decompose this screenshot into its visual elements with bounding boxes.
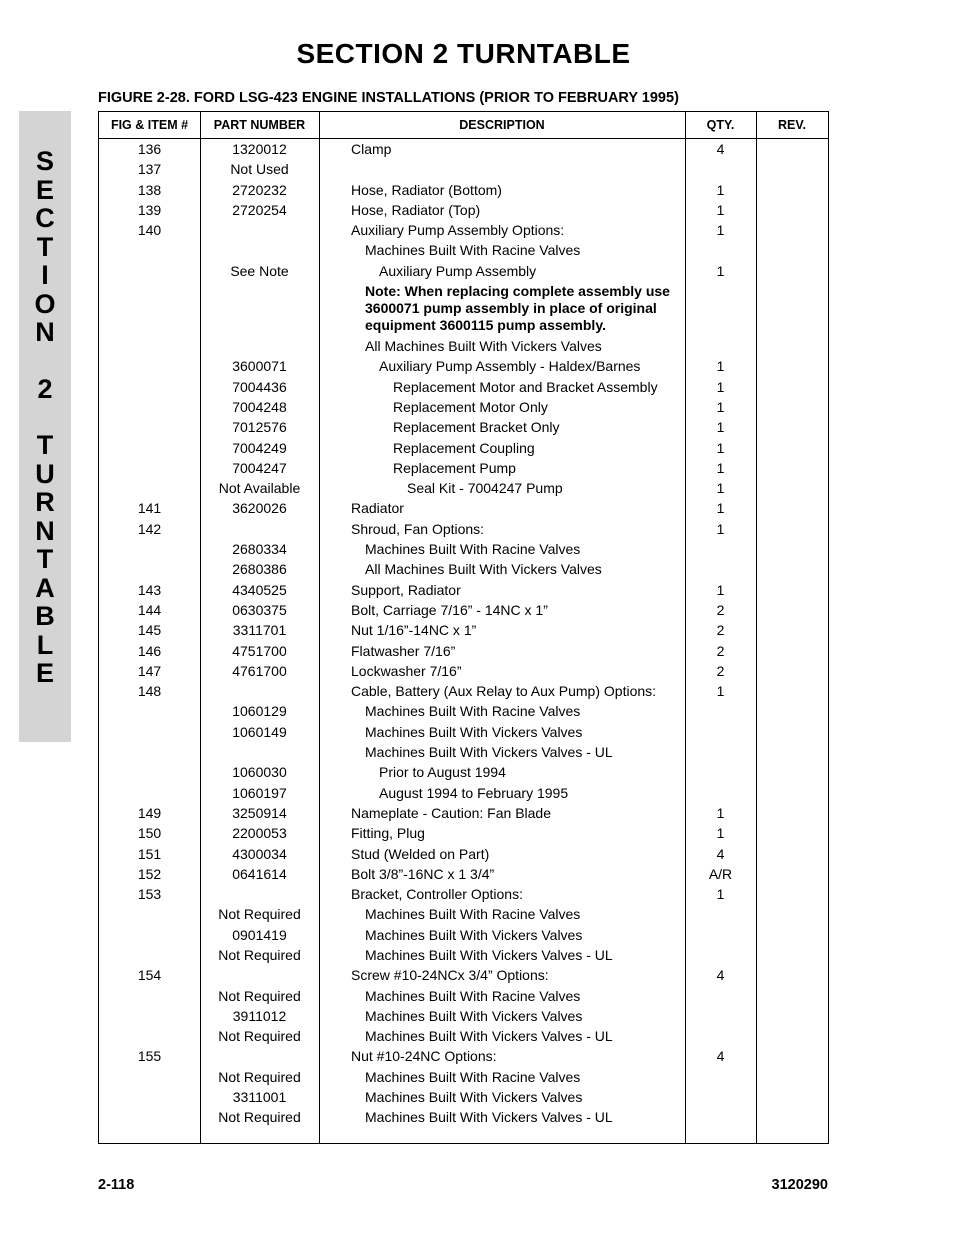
cell-description: All Machines Built With Vickers Valves	[365, 561, 602, 578]
header-part-number: PART NUMBER	[213, 118, 306, 132]
cell-description: Machines Built With Racine Valves	[365, 987, 581, 1004]
cell-description: Nut 1/16”-14NC x 1”	[351, 622, 477, 639]
cell-fig-item: 152	[137, 865, 162, 882]
cell-description: Cable, Battery (Aux Relay to Aux Pump) Options:	[351, 683, 657, 700]
cell-qty: A/R	[708, 865, 733, 882]
cell-description: Auxiliary Pump Assembly	[379, 262, 537, 279]
cell-qty: 1	[716, 378, 725, 395]
table-row	[99, 701, 828, 721]
section-side-tab	[19, 111, 71, 742]
cell-part-number: 1060149	[232, 723, 287, 740]
cell-fig-item: 149	[137, 804, 162, 821]
cell-qty: 1	[716, 459, 725, 476]
cell-qty: 1	[716, 222, 725, 239]
table-row	[99, 600, 828, 620]
cell-description: Machines Built With Vickers Valves - UL	[365, 1109, 613, 1126]
header-rev: REV.	[777, 118, 807, 132]
table-row	[99, 742, 828, 762]
cell-description: Machines Built With Racine Valves	[365, 1068, 581, 1085]
cell-part-number: 2720232	[232, 181, 287, 198]
cell-qty: 1	[716, 181, 725, 198]
table-row	[99, 620, 828, 640]
cell-qty: 2	[716, 601, 725, 618]
cell-fig-item: 155	[137, 1048, 162, 1065]
table-row	[99, 803, 828, 823]
side-tab-letter: N	[35, 317, 55, 347]
cell-description: August 1994 to February 1995	[379, 784, 569, 801]
cell-part-number: 3911012	[232, 1007, 287, 1024]
table-row	[99, 1087, 828, 1107]
table-row	[99, 261, 828, 281]
cell-fig-item: 154	[137, 967, 162, 984]
cell-qty: 1	[716, 439, 725, 456]
side-tab-letter: T	[36, 231, 54, 262]
side-tab-letter: O	[34, 288, 56, 319]
cell-part-number: 2680334	[232, 541, 287, 558]
cell-fig-item: 143	[137, 581, 162, 598]
cell-description: Machines Built With Vickers Valves	[365, 1007, 583, 1024]
cell-description: Clamp	[351, 141, 392, 157]
side-tab-letter: R	[35, 487, 55, 517]
cell-part-number: 1060030	[232, 764, 287, 781]
side-tab-letter: I	[41, 260, 49, 290]
header-fig: FIG & ITEM #	[110, 118, 189, 132]
cell-description: Replacement Coupling	[393, 439, 535, 456]
cell-part-number: 3311701	[232, 622, 287, 639]
cell-qty: 1	[716, 500, 725, 517]
cell-part-number: 1060129	[232, 703, 287, 720]
cell-description: Machines Built With Vickers Valves	[365, 723, 583, 740]
cell-description: Machines Built With Racine Valves	[365, 703, 581, 720]
cell-qty: 1	[716, 398, 725, 415]
cell-fig-item: 137	[137, 161, 162, 178]
cell-part-number: 7004247	[232, 459, 287, 476]
cell-qty: 1	[716, 201, 725, 218]
table-row	[99, 641, 828, 661]
cell-description: Replacement Bracket Only	[393, 419, 560, 436]
cell-description: Machines Built With Racine Valves	[365, 541, 581, 558]
table-row	[99, 1107, 828, 1127]
table-row	[99, 580, 828, 600]
cell-description: Note: When replacing complete assembly use 3600071 pump assembly in place of original equipment 3600115 pump assembly.	[365, 283, 670, 334]
cell-part-number: 7004249	[232, 439, 287, 456]
cell-part-number: 0630375	[232, 601, 287, 618]
cell-part-number: 4751700	[232, 642, 287, 659]
table-row	[99, 762, 828, 782]
cell-part-number: 3600071	[232, 358, 287, 375]
cell-part-number: Not Required	[218, 946, 301, 963]
table-row	[99, 925, 828, 945]
table-row	[99, 498, 828, 518]
table-row	[99, 377, 828, 397]
cell-qty: 1	[716, 262, 725, 279]
cell-description: Machines Built With Vickers Valves	[365, 926, 583, 943]
cell-part-number: 3250914	[232, 804, 287, 821]
cell-description: Screw #10-24NCx 3/4” Options:	[351, 967, 549, 984]
table-row	[99, 844, 828, 864]
table-row	[99, 884, 828, 904]
cell-part-number: 3311001	[232, 1089, 287, 1106]
cell-fig-item: 139	[137, 201, 162, 218]
cell-description: All Machines Built With Vickers Valves	[365, 338, 602, 355]
page-number: 2-118	[98, 1177, 135, 1193]
side-tab-letter: L	[36, 629, 54, 660]
table-row	[99, 336, 828, 356]
cell-part-number: 1060197	[232, 784, 287, 801]
figure-title: FIGURE 2-28. FORD LSG-423 ENGINE INSTALLATIONS (PRIOR TO FEBRUARY 1995)	[98, 90, 679, 106]
cell-part-number: 1320012	[232, 141, 287, 157]
cell-part-number: Not Available	[218, 480, 301, 497]
cell-fig-item: 151	[137, 845, 162, 862]
side-tab-letter: A	[35, 572, 55, 603]
cell-part-number: 7012576	[232, 419, 287, 436]
cell-fig-item: 147	[137, 662, 162, 679]
cell-description: Machines Built With Vickers Valves - UL	[365, 946, 613, 963]
cell-description: Bracket, Controller Options:	[351, 886, 523, 903]
page-title: SECTION 2 TURNTABLE	[296, 38, 631, 69]
table-row	[99, 965, 828, 985]
cell-description: Nut #10-24NC Options:	[351, 1048, 497, 1065]
table-row	[99, 159, 828, 179]
table-row	[99, 139, 828, 159]
cell-description: Machines Built With Racine Valves	[365, 242, 581, 259]
side-tab-letter: U	[35, 458, 55, 489]
cell-qty: 1	[716, 804, 725, 821]
cell-part-number: Not Required	[218, 987, 301, 1004]
table-row	[99, 823, 828, 843]
cell-part-number: 4340525	[232, 581, 287, 598]
table-row	[99, 722, 828, 742]
cell-description: Machines Built With Vickers Valves - UL	[365, 744, 613, 761]
table-row	[99, 356, 828, 376]
header-qty: QTY.	[706, 118, 735, 132]
table-row	[99, 478, 828, 498]
side-tab-letter: E	[35, 174, 54, 205]
cell-description: Flatwasher 7/16”	[351, 642, 456, 659]
cell-fig-item: 140	[137, 222, 162, 239]
cell-description: Machines Built With Vickers Valves - UL	[365, 1028, 613, 1045]
cell-description: Radiator	[351, 500, 404, 517]
cell-description: Auxiliary Pump Assembly Options:	[351, 222, 565, 239]
cell-description: Fitting, Plug	[351, 825, 425, 842]
table-row	[99, 986, 828, 1006]
cell-qty: 1	[716, 581, 725, 598]
cell-description: Hose, Radiator (Top)	[351, 201, 481, 218]
cell-part-number: 2720254	[232, 201, 287, 218]
cell-part-number: Not Required	[218, 1109, 301, 1126]
cell-description: Prior to August 1994	[379, 764, 506, 781]
cell-part-number: 2680386	[232, 561, 287, 578]
cell-description: Seal Kit - 7004247 Pump	[407, 480, 563, 497]
table-row	[99, 240, 828, 260]
cell-part-number: 7004248	[232, 398, 287, 415]
document-number: 3120290	[771, 1177, 828, 1193]
cell-qty: 4	[716, 967, 725, 984]
cell-fig-item: 141	[137, 500, 162, 517]
cell-description: Hose, Radiator (Bottom)	[351, 181, 502, 198]
cell-qty: 4	[716, 845, 725, 862]
cell-part-number: Not Used	[230, 161, 289, 178]
cell-qty: 1	[716, 419, 725, 436]
table-row	[99, 783, 828, 803]
cell-fig-item: 144	[137, 601, 162, 618]
table-row	[99, 200, 828, 220]
side-tab-letter: T	[36, 430, 54, 460]
cell-qty: 2	[716, 662, 725, 679]
cell-qty: 1	[716, 480, 725, 497]
cell-part-number: 4300034	[232, 845, 287, 862]
side-tab-letter: S	[35, 146, 54, 176]
side-tab-letter: 2	[37, 373, 53, 404]
table-row	[99, 1026, 828, 1046]
cell-description: Bolt 3/8”-16NC x 1 3/4”	[351, 865, 495, 882]
cell-qty: 2	[716, 642, 725, 659]
cell-description: Nameplate - Caution: Fan Blade	[351, 804, 551, 821]
cell-part-number: 4761700	[232, 662, 287, 679]
table-row	[99, 1046, 828, 1066]
table-row	[99, 519, 828, 539]
table-row	[99, 864, 828, 884]
cell-qty: 4	[716, 1048, 725, 1065]
cell-description: Auxiliary Pump Assembly - Haldex/Barnes	[379, 358, 641, 375]
cell-qty: 1	[716, 520, 725, 537]
cell-description: Lockwasher 7/16”	[351, 662, 462, 679]
cell-fig-item: 145	[137, 622, 162, 639]
cell-description: Stud (Welded on Part)	[351, 845, 490, 862]
table-row	[99, 661, 828, 681]
header-description: DESCRIPTION	[459, 118, 545, 132]
cell-description: Bolt, Carriage 7/16” - 14NC x 1”	[351, 601, 548, 618]
cell-qty: 1	[716, 683, 725, 700]
cell-fig-item: 153	[137, 886, 162, 903]
cell-fig-item: 136	[137, 141, 162, 157]
cell-qty: 4	[716, 141, 725, 157]
table-row	[99, 180, 828, 200]
cell-fig-item: 148	[137, 683, 162, 700]
cell-qty: 1	[716, 886, 725, 903]
table-row	[99, 1006, 828, 1026]
side-tab-letter: T	[36, 544, 54, 574]
cell-description: Replacement Pump	[393, 459, 516, 476]
cell-part-number: Not Required	[218, 1028, 301, 1045]
cell-description: Shroud, Fan Options:	[351, 520, 485, 537]
table-body	[99, 139, 828, 1128]
cell-description: Replacement Motor and Bracket Assembly	[393, 378, 658, 395]
side-tab-letter: C	[35, 203, 55, 233]
cell-description: Replacement Motor Only	[393, 398, 548, 415]
cell-part-number: 2200053	[232, 825, 287, 842]
cell-description: Machines Built With Vickers Valves	[365, 1089, 583, 1106]
table-row	[99, 438, 828, 458]
cell-part-number: See Note	[230, 262, 289, 279]
cell-fig-item: 146	[137, 642, 162, 659]
cell-fig-item: 142	[137, 520, 162, 537]
cell-part-number: 0641614	[232, 865, 287, 882]
table-row	[99, 281, 828, 336]
table-row	[99, 945, 828, 965]
parts-table	[98, 111, 829, 1144]
table-row	[99, 417, 828, 437]
table-row	[99, 539, 828, 559]
cell-fig-item: 150	[137, 825, 162, 842]
table-row	[99, 220, 828, 240]
cell-qty: 1	[716, 825, 725, 842]
table-row	[99, 1067, 828, 1087]
cell-description: Machines Built With Racine Valves	[365, 906, 581, 923]
table-row	[99, 458, 828, 478]
cell-description: Support, Radiator	[351, 581, 461, 598]
side-tab-letter: N	[35, 515, 55, 546]
cell-qty: 1	[716, 358, 725, 375]
table-row	[99, 904, 828, 924]
table-row	[99, 397, 828, 417]
cell-part-number: 0901419	[232, 926, 287, 943]
cell-part-number: 7004436	[232, 378, 287, 395]
cell-part-number: 3620026	[232, 500, 287, 517]
cell-part-number: Not Required	[218, 906, 301, 923]
cell-qty: 2	[716, 622, 725, 639]
side-tab-letter: E	[35, 658, 54, 688]
cell-part-number: Not Required	[218, 1068, 301, 1085]
table-row	[99, 681, 828, 701]
side-tab-letter: B	[35, 601, 55, 631]
table-row	[99, 559, 828, 579]
cell-fig-item: 138	[137, 181, 162, 198]
